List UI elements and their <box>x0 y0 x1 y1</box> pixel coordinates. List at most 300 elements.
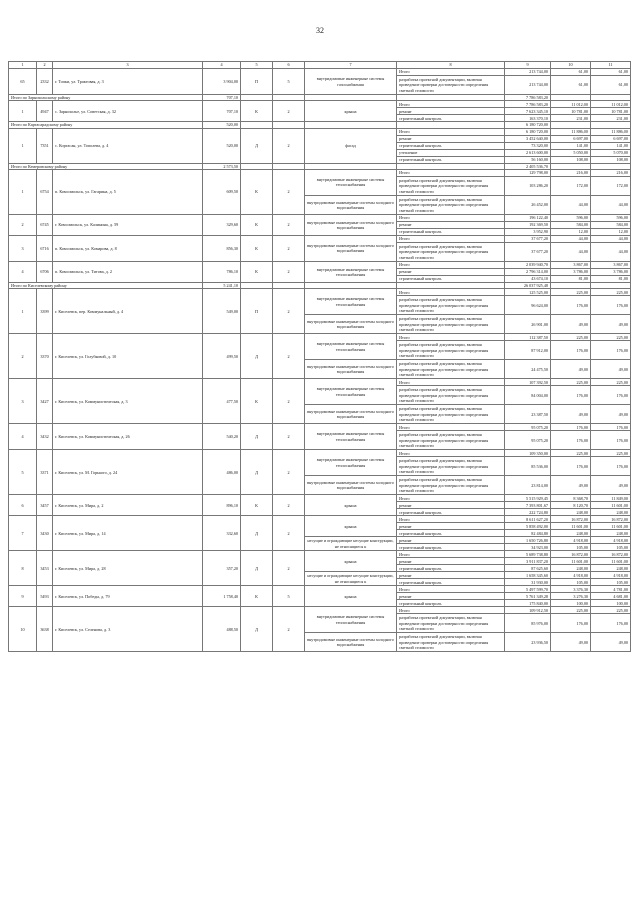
district-total-area: 2 573,50 <box>203 163 241 169</box>
work-type: Итого <box>397 235 505 242</box>
unit-cost: 16 872,00 <box>551 516 591 523</box>
unit-cost: 61,00 <box>551 69 591 76</box>
row-number: 10 <box>9 607 37 652</box>
work-cost: 109 350,00 <box>505 450 551 457</box>
table-row <box>9 607 631 614</box>
unit-cost: 216,00 <box>551 169 591 176</box>
work-type: Итого <box>397 379 505 386</box>
work-type: строительный контроль <box>397 600 505 607</box>
max-unit-cost: 81,00 <box>591 275 631 282</box>
unit-cost: 61,00 <box>551 76 591 95</box>
unit-cost: 225,00 <box>551 334 591 341</box>
unit-cost: 248,00 <box>551 509 591 516</box>
repair-system: крыша <box>305 551 397 572</box>
unit-cost: 49,00 <box>551 315 591 334</box>
work-cost: 73 320,00 <box>505 142 551 149</box>
unit-cost: 44,00 <box>551 195 591 214</box>
unit-cost: 225,00 <box>551 289 591 296</box>
house-code: 3399 <box>37 289 53 334</box>
unit-cost: 3 376,30 <box>551 586 591 593</box>
work-cost: 125 525,00 <box>505 289 551 296</box>
work-cost: 3 452 640,00 <box>505 135 551 142</box>
house-address: г. Киселевск, пер. Коммунальный, д. 4 <box>53 289 203 334</box>
district-total-label: Итого по Кемеровскому району <box>9 163 203 169</box>
max-unit-cost: 4 781,00 <box>591 586 631 593</box>
max-unit-cost: 49,00 <box>591 315 631 334</box>
floor-count: 2 <box>273 516 305 551</box>
house-area: 3 904,00 <box>203 69 241 95</box>
max-unit-cost: 596,00 <box>591 214 631 221</box>
work-type: Итого <box>397 289 505 296</box>
house-code: 3638 <box>37 607 53 652</box>
table-row <box>9 169 631 176</box>
work-type: разработка проектной документации, включая проведение проверки достоверности определения сметной стоимости <box>397 195 505 214</box>
house-code: 3371 <box>37 450 53 495</box>
floor-count: 2 <box>273 214 305 235</box>
max-unit-cost: 108,00 <box>591 156 631 163</box>
column-number-cell: 9 <box>505 62 551 69</box>
work-cost: 2 796 314,00 <box>505 268 551 275</box>
house-code: 6754 <box>37 169 53 214</box>
column-number-row <box>9 62 631 69</box>
column-number-cell: 3 <box>53 62 203 69</box>
unit-cost: 176,00 <box>551 424 591 431</box>
work-cost: 1 650 726,80 <box>505 537 551 544</box>
house-address: п. Комсомольск, ул. Комарова, д. 8 <box>53 235 203 261</box>
unit-cost: 11 886,00 <box>551 128 591 135</box>
unit-cost: 176,00 <box>551 431 591 450</box>
unit-cost: 176,00 <box>551 341 591 360</box>
unit-cost: 4 918,00 <box>551 572 591 579</box>
work-type: Итого <box>397 128 505 135</box>
max-unit-cost: 11 601,00 <box>591 502 631 509</box>
work-type: строительный контроль <box>397 565 505 572</box>
unit-cost: 231,00 <box>551 115 591 122</box>
house-area: 499,50 <box>203 334 241 379</box>
max-unit-cost: 248,00 <box>591 530 631 537</box>
house-area: 540,20 <box>203 424 241 450</box>
row-number: 6 <box>9 495 37 516</box>
repair-system: внутридомовые инженерные системы холодного водоснабжения <box>305 405 397 424</box>
max-unit-cost: 584,00 <box>591 221 631 228</box>
floor-count: 2 <box>273 261 305 282</box>
max-unit-cost: 231,00 <box>591 115 631 122</box>
max-unit-cost: 11 886,00 <box>591 128 631 135</box>
work-type: Итого <box>397 551 505 558</box>
unit-cost: 11 601,00 <box>551 523 591 530</box>
work-type: ремонт <box>397 537 505 544</box>
row-number: 8 <box>9 551 37 586</box>
work-type: Итого <box>397 101 505 108</box>
work-type: разработка проектной документации, включая проведение проверки достоверности определения сметной стоимости <box>397 476 505 495</box>
max-unit-cost: 5 070,00 <box>591 149 631 156</box>
district-total-label: Итого по Зарнохольскому району <box>9 95 203 101</box>
house-code: 6716 <box>37 235 53 261</box>
district-total-label: Итого по Киселевскому району <box>9 282 203 288</box>
repair-system: внутридомовые инженерные системы теплоснабжения <box>305 607 397 633</box>
max-unit-cost: 225,00 <box>591 450 631 457</box>
repair-system: внутридомовые инженерные системы теплоснабжения <box>305 334 397 360</box>
wall-material: Д <box>241 334 273 379</box>
max-unit-cost: 176,00 <box>591 431 631 450</box>
work-type: строительный контроль <box>397 579 505 586</box>
max-unit-cost: 16 872,00 <box>591 551 631 558</box>
work-type: строительный контроль <box>397 115 505 122</box>
wall-material: К <box>241 379 273 424</box>
work-type: разработка проектной документации, включая проведение проверки достоверности определения сметной стоимости <box>397 315 505 334</box>
district-total-area: 5 241,10 <box>203 282 241 288</box>
work-cost: 87 912,00 <box>505 341 551 360</box>
column-number-cell: 2 <box>37 62 53 69</box>
max-unit-cost: 176,00 <box>591 457 631 476</box>
repair-system: внутридомовые инженерные системы теплоснабжения <box>305 261 397 282</box>
max-unit-cost: 100,00 <box>591 600 631 607</box>
work-type: Итого <box>397 516 505 523</box>
work-cost: 96 624,00 <box>505 296 551 315</box>
page-number: 32 <box>316 26 324 35</box>
house-address: г. Киселевск, ул. Коммунистическая, д. 3 <box>53 379 203 424</box>
work-cost: 23 387,50 <box>505 405 551 424</box>
repair-system: фасад <box>305 128 397 163</box>
max-unit-cost: 225,00 <box>591 607 631 614</box>
work-cost: 222 724,80 <box>505 509 551 516</box>
house-code: 3370 <box>37 334 53 379</box>
wall-material: Д <box>241 551 273 586</box>
work-type: ремонт <box>397 523 505 530</box>
max-unit-cost: 225,00 <box>591 289 631 296</box>
house-code: 4947 <box>37 101 53 122</box>
wall-material: К <box>241 101 273 122</box>
work-type: Итого <box>397 450 505 457</box>
work-cost: 1 658 345,60 <box>505 572 551 579</box>
max-unit-cost: 11 012,00 <box>591 101 631 108</box>
work-type: Итого <box>397 586 505 593</box>
work-cost: 5 515 929,45 <box>505 495 551 502</box>
table-row <box>9 586 631 593</box>
work-cost: 34 923,00 <box>505 544 551 551</box>
work-type: Итого <box>397 495 505 502</box>
work-cost: 23 814,00 <box>505 476 551 495</box>
repair-system: внутридомовые инженерные системы газоснабжения <box>305 69 397 95</box>
table-row <box>9 450 631 457</box>
work-cost: 2 613 600,00 <box>505 149 551 156</box>
wall-material: Д <box>241 607 273 652</box>
work-cost: 5 858 492,00 <box>505 523 551 530</box>
house-area: 520,00 <box>203 128 241 163</box>
unit-cost: 108,00 <box>551 156 591 163</box>
max-unit-cost: 11 601,00 <box>591 523 631 530</box>
work-type: Итого <box>397 214 505 221</box>
work-cost: 163 370,10 <box>505 115 551 122</box>
work-type: Итого <box>397 69 505 76</box>
house-address: г. Киселевск, ул. Голубковой, д. 10 <box>53 334 203 379</box>
work-cost: 7 623 345,10 <box>505 108 551 115</box>
unit-cost: 100,00 <box>551 600 591 607</box>
repair-system: внутридомовые инженерные системы холодного водоснабжения <box>305 476 397 495</box>
floor-count: 2 <box>273 551 305 586</box>
repair-system: крыша <box>305 101 397 122</box>
house-address: г. Киселевск, ул. Мира, д. 2 <box>53 495 203 516</box>
house-address: г. Киселевск, ул. Мира, д. 28 <box>53 551 203 586</box>
house-code: 2332 <box>37 69 53 95</box>
table-row <box>9 334 631 341</box>
unit-cost: 49,00 <box>551 633 591 652</box>
floor-count: 2 <box>273 424 305 450</box>
work-type: ремонт <box>397 593 505 600</box>
unit-cost: 8 368,70 <box>551 495 591 502</box>
unit-cost: 44,00 <box>551 235 591 242</box>
wall-material: П <box>241 289 273 334</box>
work-type: строительный контроль <box>397 142 505 149</box>
house-area: 786,10 <box>203 261 241 282</box>
unit-cost: 225,00 <box>551 607 591 614</box>
house-area: 477,50 <box>203 379 241 424</box>
wall-material: Д <box>241 516 273 551</box>
work-type: разработка проектной документации, включая проведение проверки достоверности определения сметной стоимости <box>397 242 505 261</box>
max-unit-cost: 141,00 <box>591 142 631 149</box>
house-address: г. Киселевск, ул. Победы, д. 79 <box>53 586 203 607</box>
max-unit-cost: 216,00 <box>591 169 631 176</box>
floor-count: 2 <box>273 334 305 379</box>
house-area: 486,00 <box>203 450 241 495</box>
house-area: 549,00 <box>203 289 241 334</box>
unit-cost: 248,00 <box>551 565 591 572</box>
wall-material: Д <box>241 424 273 450</box>
district-total-cost: 6 180 720,00 <box>505 122 551 128</box>
row-number: 3 <box>9 235 37 261</box>
unit-cost: 105,00 <box>551 579 591 586</box>
max-unit-cost: 225,00 <box>591 334 631 341</box>
unit-cost: 12,00 <box>551 228 591 235</box>
work-cost: 7 786 583,20 <box>505 101 551 108</box>
floor-count: 2 <box>273 128 305 163</box>
repair-system: внутридомовые инженерные системы теплоснабжения <box>305 379 397 405</box>
table-row <box>9 516 631 523</box>
floor-count: 2 <box>273 495 305 516</box>
wall-material: К <box>241 214 273 235</box>
unit-cost: 176,00 <box>551 386 591 405</box>
max-unit-cost: 44,00 <box>591 242 631 261</box>
work-cost: 95 075,20 <box>505 424 551 431</box>
wall-material: Д <box>241 128 273 163</box>
work-cost: 107 392,50 <box>505 379 551 386</box>
max-unit-cost: 16 872,00 <box>591 516 631 523</box>
work-type: разработка проектной документации, включая проведение проверки достоверности определения сметной стоимости <box>397 76 505 95</box>
work-type: ремонт <box>397 572 505 579</box>
max-unit-cost: 10 781,00 <box>591 108 631 115</box>
max-unit-cost: 105,00 <box>591 579 631 586</box>
repair-system: внутридомовые инженерные системы теплоснабжения <box>305 289 397 315</box>
repair-system: несущие и ограждающие несущие конструкции, не относящиеся к <box>305 537 397 551</box>
max-unit-cost: 105,00 <box>591 544 631 551</box>
repair-system: внутридомовые инженерные системы холодного водоснабжения <box>305 214 397 235</box>
unit-cost: 596,00 <box>551 214 591 221</box>
row-number: 7 <box>9 516 37 551</box>
house-address: п. Комсомольск, ул. Титова, д. 2 <box>53 261 203 282</box>
work-cost: 5 689 738,80 <box>505 551 551 558</box>
row-number: 65 <box>9 69 37 95</box>
max-unit-cost: 12,00 <box>591 228 631 235</box>
max-unit-cost: 49,00 <box>591 476 631 495</box>
house-code: 5493 <box>37 586 53 607</box>
house-area: 609,50 <box>203 169 241 214</box>
column-number-cell: 8 <box>397 62 505 69</box>
unit-cost: 248,00 <box>551 530 591 537</box>
work-cost: 87 625,60 <box>505 565 551 572</box>
wall-material: К <box>241 235 273 261</box>
repair-system: несущие и ограждающие несущие конструкции, не относящиеся к <box>305 572 397 586</box>
work-type: ремонт <box>397 558 505 565</box>
table-row <box>9 261 631 268</box>
work-type: строительный контроль <box>397 544 505 551</box>
unit-cost: 8 120,70 <box>551 502 591 509</box>
unit-cost: 584,00 <box>551 221 591 228</box>
work-cost: 103 286,20 <box>505 176 551 195</box>
work-cost: 7 393 801,67 <box>505 502 551 509</box>
row-number: 4 <box>9 424 37 450</box>
max-unit-cost: 11 849,00 <box>591 495 631 502</box>
wall-material: К <box>241 586 273 607</box>
work-type: разработка проектной документации, включая проведение проверки достоверности определения сметной стоимости <box>397 633 505 652</box>
work-cost: 84 004,00 <box>505 386 551 405</box>
work-cost: 109 912,50 <box>505 607 551 614</box>
wall-material: К <box>241 495 273 516</box>
district-total-area: 520,00 <box>203 122 241 128</box>
max-unit-cost: 4 918,00 <box>591 537 631 544</box>
max-unit-cost: 44,00 <box>591 195 631 214</box>
house-address: п. Комсомольск, ул. Гагарина, д. 5 <box>53 169 203 214</box>
work-cost: 196 122,40 <box>505 214 551 221</box>
unit-cost: 225,00 <box>551 450 591 457</box>
table-row <box>9 379 631 386</box>
house-address: с. Кортасан, ул. Тополева, д. 4 <box>53 128 203 163</box>
unit-cost: 81,00 <box>551 275 591 282</box>
table-row <box>9 101 631 108</box>
max-unit-cost: 4 918,00 <box>591 572 631 579</box>
house-address: г. Комсомольск, ул. Калинина, д. 59 <box>53 214 203 235</box>
max-unit-cost: 44,00 <box>591 235 631 242</box>
wall-material: К <box>241 261 273 282</box>
work-cost: 82 484,80 <box>505 530 551 537</box>
row-number: 5 <box>9 450 37 495</box>
table-row <box>9 214 631 221</box>
house-area: 707,10 <box>203 101 241 122</box>
repair-system: внутридомовые инженерные системы холодного водоснабжения <box>305 315 397 334</box>
house-area: 856,30 <box>203 235 241 261</box>
work-cost: 23 936,50 <box>505 633 551 652</box>
house-code: 3432 <box>37 424 53 450</box>
house-area: 329,60 <box>203 214 241 235</box>
unit-cost: 172,00 <box>551 176 591 195</box>
work-cost: 5 497 599,70 <box>505 586 551 593</box>
house-address: г. Топки, ул. Трактовая, д. 3 <box>53 69 203 95</box>
work-type: строительный контроль <box>397 509 505 516</box>
house-area: 357,20 <box>203 551 241 586</box>
wall-material: К <box>241 169 273 214</box>
row-number: 2 <box>9 214 37 235</box>
work-cost: 26 452,00 <box>505 195 551 214</box>
max-unit-cost: 172,00 <box>591 176 631 195</box>
column-number-cell: 11 <box>591 62 631 69</box>
work-cost: 5 761 349,28 <box>505 593 551 600</box>
row-number: 1 <box>9 289 37 334</box>
floor-count: 5 <box>273 586 305 607</box>
table-row <box>9 69 631 76</box>
repair-system: внутридомовые инженерные системы теплоснабжения <box>305 450 397 476</box>
house-code: 6706 <box>37 261 53 282</box>
max-unit-cost: 49,00 <box>591 405 631 424</box>
max-unit-cost: 225,00 <box>591 379 631 386</box>
max-unit-cost: 4 681,00 <box>591 593 631 600</box>
house-code: 6745 <box>37 214 53 235</box>
work-cost: 95 075,20 <box>505 431 551 450</box>
work-cost: 85 976,00 <box>505 614 551 633</box>
row-number: 9 <box>9 586 37 607</box>
work-type: разработка проектной документации, включая проведение проверки достоверности определения сметной стоимости <box>397 360 505 379</box>
max-unit-cost: 176,00 <box>591 424 631 431</box>
unit-cost: 6 697,00 <box>551 135 591 142</box>
wall-material: Д <box>241 450 273 495</box>
floor-count: 2 <box>273 169 305 214</box>
unit-cost: 49,00 <box>551 476 591 495</box>
table-row <box>9 128 631 135</box>
work-cost: 213 744,00 <box>505 76 551 95</box>
unit-cost: 176,00 <box>551 296 591 315</box>
house-code: 3427 <box>37 379 53 424</box>
house-code: 3453 <box>37 551 53 586</box>
unit-cost: 3 786,00 <box>551 268 591 275</box>
work-type: Итого <box>397 261 505 268</box>
repair-system: внутридомовые инженерные системы холодного водоснабжения <box>305 360 397 379</box>
max-unit-cost: 11 601,00 <box>591 558 631 565</box>
floor-count: 2 <box>273 450 305 495</box>
row-number: 4 <box>9 261 37 282</box>
floor-count: 2 <box>273 289 305 334</box>
unit-cost: 5 050,00 <box>551 149 591 156</box>
wall-material: П <box>241 69 273 95</box>
row-number: 3 <box>9 379 37 424</box>
capital-repair-table <box>8 61 631 652</box>
house-address: с. Зарнохолье, ул. Советская, д. 32 <box>53 101 203 122</box>
unit-cost: 11 601,00 <box>551 558 591 565</box>
row-number: 2 <box>9 334 37 379</box>
max-unit-cost: 176,00 <box>591 296 631 315</box>
table-row <box>9 551 631 558</box>
work-type: строительный контроль <box>397 530 505 537</box>
column-number-cell: 6 <box>273 62 305 69</box>
unit-cost: 141,00 <box>551 142 591 149</box>
work-cost: 43 674,10 <box>505 275 551 282</box>
work-cost: 129 798,00 <box>505 169 551 176</box>
max-unit-cost: 6 697,00 <box>591 135 631 142</box>
unit-cost: 3 867,00 <box>551 261 591 268</box>
work-cost: 192 369,50 <box>505 221 551 228</box>
work-type: Итого <box>397 334 505 341</box>
work-type: разработка проектной документации, включая проведение проверки достоверности определения сметной стоимости <box>397 341 505 360</box>
repair-system: внутридомовые инженерные системы теплоснабжения <box>305 424 397 450</box>
max-unit-cost: 61,00 <box>591 69 631 76</box>
floor-count: 2 <box>273 235 305 261</box>
district-total-label: Итого по Картасарадскому району <box>9 122 203 128</box>
column-number-cell: 4 <box>203 62 241 69</box>
unit-cost: 225,00 <box>551 379 591 386</box>
work-cost: 56 160,00 <box>505 156 551 163</box>
work-cost: 37 677,20 <box>505 235 551 242</box>
table-row <box>9 235 631 242</box>
unit-cost: 16 872,00 <box>551 551 591 558</box>
house-area: 488,50 <box>203 607 241 652</box>
floor-count: 2 <box>273 607 305 652</box>
